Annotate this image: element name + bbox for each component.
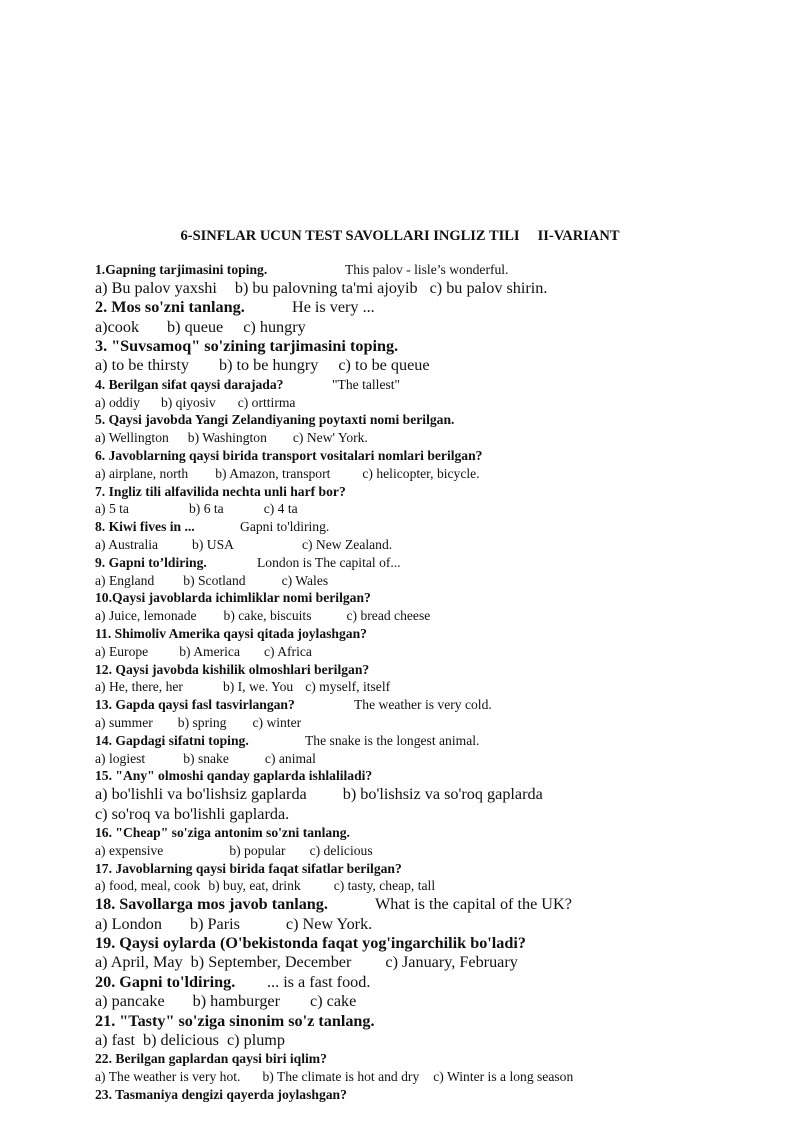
answer-options	[95, 805, 785, 824]
question-text	[95, 376, 785, 394]
answer-option[interactable]: b) buy, eat, drink	[208, 878, 301, 894]
answer-options	[95, 714, 785, 732]
answer-option[interactable]: c) bu palov shirin.	[429, 278, 548, 297]
answer-option[interactable]: c) plump	[226, 1031, 285, 1049]
question-label: 9. Gapni to’ldiring.	[95, 554, 207, 570]
question-label: 4. Berilgan sifat qaysi darajada?	[95, 376, 284, 392]
answer-options	[95, 318, 785, 337]
question-text	[95, 934, 785, 953]
answer-option[interactable]: b) America	[179, 643, 240, 659]
answer-option[interactable]: c) to be queue	[338, 356, 430, 375]
question-label: 7. Ingliz tili alfavilida nechta unli harf bor?	[95, 483, 346, 499]
question-sentence: What is the capital of the UK?	[375, 895, 572, 914]
answer-option[interactable]: c) so'roq va bo'lishli gaplarda.	[95, 804, 290, 823]
question-text	[95, 447, 785, 465]
answer-option[interactable]: c) delicious	[309, 842, 373, 858]
question-label: 2. Mos so'zni tanlang.	[95, 298, 245, 317]
question-label: 11. Shimoliv Amerika qaysi qitada joylashgan?	[95, 625, 367, 641]
question-sentence: The snake is the longest animal.	[305, 732, 480, 748]
answer-option[interactable]: a) London	[95, 914, 162, 933]
answer-option[interactable]: a) Bu palov yaxshi	[95, 278, 217, 297]
answer-option[interactable]: b) Washington	[187, 430, 267, 446]
question-label: 16. "Cheap" so'ziga antonim so'zni tanlang.	[95, 824, 350, 840]
answer-option[interactable]: a) food, meal, cook	[95, 878, 201, 894]
page-title	[0, 228, 800, 245]
answer-option[interactable]: a) Wellington	[95, 430, 169, 446]
question-label: 18. Savollarga mos javob tanlang.	[95, 895, 328, 914]
question-text	[95, 483, 785, 501]
answer-option[interactable]: a) The weather is very hot.	[95, 1069, 241, 1085]
answer-options	[95, 572, 785, 590]
answer-option[interactable]: c) hungry	[243, 317, 306, 336]
question-label: 1.Gapning tarjimasini toping.	[95, 262, 268, 277]
answer-option[interactable]: c) winter	[252, 714, 302, 730]
answer-option[interactable]: a) 5 ta	[95, 501, 129, 517]
question-list	[95, 261, 785, 1104]
answer-options	[95, 915, 785, 934]
question-text	[95, 732, 785, 750]
question-sentence: This palov - lisle’s wonderful.	[345, 262, 509, 277]
answer-option[interactable]: a) Australia	[95, 537, 159, 552]
question-sentence: He is very ...	[292, 298, 375, 317]
title-variant: II-VARIANT	[537, 228, 620, 244]
answer-option[interactable]: b) The climate is hot and dry	[262, 1069, 420, 1085]
question-label: 5. Qaysi javobda Yangi Zelandiyaning poytaxti nomi berilgan.	[95, 412, 455, 428]
answer-options	[95, 279, 785, 298]
question-label: 8. Kiwi fives in ...	[95, 519, 195, 535]
answer-options	[95, 842, 785, 860]
answer-options	[95, 953, 785, 972]
question-text	[95, 261, 785, 279]
answer-option[interactable]: b) delicious	[143, 1031, 219, 1049]
answer-option[interactable]: c) New Zealand.	[301, 537, 393, 552]
answer-option[interactable]: c) bread cheese	[346, 608, 431, 624]
question-sentence: The weather is very cold.	[354, 697, 492, 713]
answer-option[interactable]: a) pancake	[95, 992, 165, 1011]
question-text	[95, 411, 785, 429]
question-label: 14. Gapdagi sifatni toping.	[95, 732, 249, 748]
answer-option[interactable]: c) Africa	[264, 643, 312, 659]
answer-option[interactable]: a) logiest	[95, 750, 146, 766]
answer-option[interactable]: b) to be hungry	[218, 356, 319, 375]
question-text	[95, 337, 785, 356]
question-text	[95, 767, 785, 785]
question-text	[95, 518, 785, 536]
question-label: 3. "Suvsamoq" so'zining tarjimasini toping.	[95, 337, 399, 356]
answer-option[interactable]: a) fast	[95, 1031, 135, 1049]
answer-option[interactable]: a) airplane, north	[95, 465, 189, 481]
question-text	[95, 661, 785, 679]
answer-options	[95, 536, 785, 554]
answer-option[interactable]: c) New' York.	[292, 430, 368, 446]
question-label: 20. Gapni to'ldiring.	[95, 972, 236, 991]
question-text	[95, 860, 785, 878]
question-text	[95, 895, 785, 914]
answer-option[interactable]: b) snake	[183, 750, 229, 766]
answer-option[interactable]: a) April, May	[95, 953, 183, 972]
question-text	[95, 696, 785, 714]
answer-options	[95, 643, 785, 661]
question-text	[95, 824, 785, 842]
question-label: 12. Qaysi javobda kishilik olmoshlari berilgan?	[95, 661, 370, 677]
answer-option[interactable]: b) qiyosiv	[160, 394, 216, 410]
question-text	[95, 298, 785, 317]
answer-options	[95, 394, 785, 412]
answer-option[interactable]: b) USA	[192, 537, 234, 552]
answer-option[interactable]: b) Scotland	[183, 572, 246, 588]
question-text	[95, 625, 785, 643]
answer-option[interactable]: b) popular	[229, 842, 286, 858]
answer-options	[95, 429, 785, 447]
title-main: 6-SINFLAR UCUN TEST SAVOLLARI INGLIZ TILI	[180, 228, 520, 244]
answer-option[interactable]: c) orttirma	[237, 394, 296, 410]
answer-options	[95, 785, 785, 804]
question-label: 22. Berilgan gaplardan qaysi biri iqlim?	[95, 1051, 327, 1067]
answer-option[interactable]: b) hamburger	[192, 992, 281, 1011]
answer-option[interactable]: b) 6 ta	[188, 501, 224, 517]
answer-options	[95, 465, 785, 483]
question-label: 19. Qaysi oylarda (O'bekistonda faqat yog'ingarchilik bo'ladi?	[95, 933, 526, 952]
answer-options	[95, 678, 785, 696]
question-sentence: "The tallest"	[332, 376, 401, 392]
answer-options	[95, 1068, 785, 1086]
answer-option[interactable]: a) He, there, her	[95, 679, 183, 695]
answer-options	[95, 750, 785, 768]
question-text	[95, 973, 785, 992]
question-label: 13. Gapda qaysi fasl tasvirlangan?	[95, 697, 295, 713]
question-label: 23. Tasmaniya dengizi qayerda joylashgan?	[95, 1087, 347, 1102]
question-label: 6. Javoblarning qaysi birida transport vositalari nomlari berilgan?	[95, 448, 483, 464]
question-text	[95, 554, 785, 572]
answer-option[interactable]: c) myself, itself	[305, 679, 391, 695]
answer-option[interactable]: c) helicopter, bicycle.	[362, 465, 480, 481]
answer-option[interactable]: a) to be thirsty	[95, 356, 189, 375]
answer-option[interactable]: a) summer	[95, 714, 153, 730]
answer-option[interactable]: c) 4 ta	[263, 501, 298, 517]
answer-option[interactable]: b) bo'lishsiz va so'roq gaplarda	[342, 785, 543, 804]
answer-option[interactable]: a) bo'lishli va bo'lishsiz gaplarda	[95, 785, 307, 804]
answer-options	[95, 1031, 785, 1050]
answer-option[interactable]: a) oddiy	[95, 394, 140, 410]
answer-options	[95, 607, 785, 625]
answer-option[interactable]: c) New York.	[285, 914, 373, 933]
answer-option[interactable]: a) Europe	[95, 643, 149, 659]
question-text	[95, 589, 785, 607]
question-text	[95, 1012, 785, 1031]
answer-option[interactable]: c) animal	[264, 750, 316, 766]
question-text	[95, 1050, 785, 1068]
answer-option[interactable]: c) Wales	[281, 572, 329, 588]
question-label: 17. Javoblarning qaysi birida faqat sifatlar berilgan?	[95, 860, 402, 876]
answer-option[interactable]: b) Amazon, transport	[215, 465, 331, 481]
answer-option[interactable]: b) bu palovning ta'mi ajoyib	[234, 278, 418, 297]
question-sentence: London is The capital of...	[257, 554, 401, 570]
question-text	[95, 1086, 785, 1104]
question-sentence: ... is a fast food.	[267, 972, 371, 991]
answer-option[interactable]: b) I, we. You	[222, 679, 294, 695]
answer-options	[95, 356, 785, 375]
question-label: 21. "Tasty" so'ziga sinonim so'z tanlang.	[95, 1011, 375, 1030]
answer-options	[95, 877, 785, 895]
answer-options	[95, 500, 785, 518]
answer-option[interactable]: b) cake, biscuits	[223, 608, 312, 624]
answer-option[interactable]: c) cake	[310, 992, 357, 1011]
answer-option[interactable]: a) England	[95, 572, 155, 588]
question-sentence: Gapni to'ldiring.	[240, 519, 330, 535]
answer-option[interactable]: c) Winter is a long season	[433, 1069, 574, 1085]
answer-option[interactable]: b) spring	[177, 714, 227, 730]
answer-option[interactable]: b) Paris	[189, 914, 240, 933]
question-label: 10.Qaysi javoblarda ichimliklar nomi berilgan?	[95, 590, 371, 606]
answer-option[interactable]: a) Juice, lemonade	[95, 608, 197, 624]
answer-option[interactable]: c) January, February	[385, 953, 518, 972]
answer-option[interactable]: b) queue	[167, 317, 224, 336]
answer-options	[95, 992, 785, 1011]
answer-option[interactable]: c) tasty, cheap, tall	[333, 878, 436, 894]
answer-option[interactable]: a) expensive	[95, 842, 164, 858]
answer-option[interactable]: b) September, December	[190, 953, 352, 972]
answer-option[interactable]: a)cook	[95, 317, 140, 336]
question-label: 15. "Any" olmoshi qanday gaplarda ishlaliladi?	[95, 768, 373, 784]
